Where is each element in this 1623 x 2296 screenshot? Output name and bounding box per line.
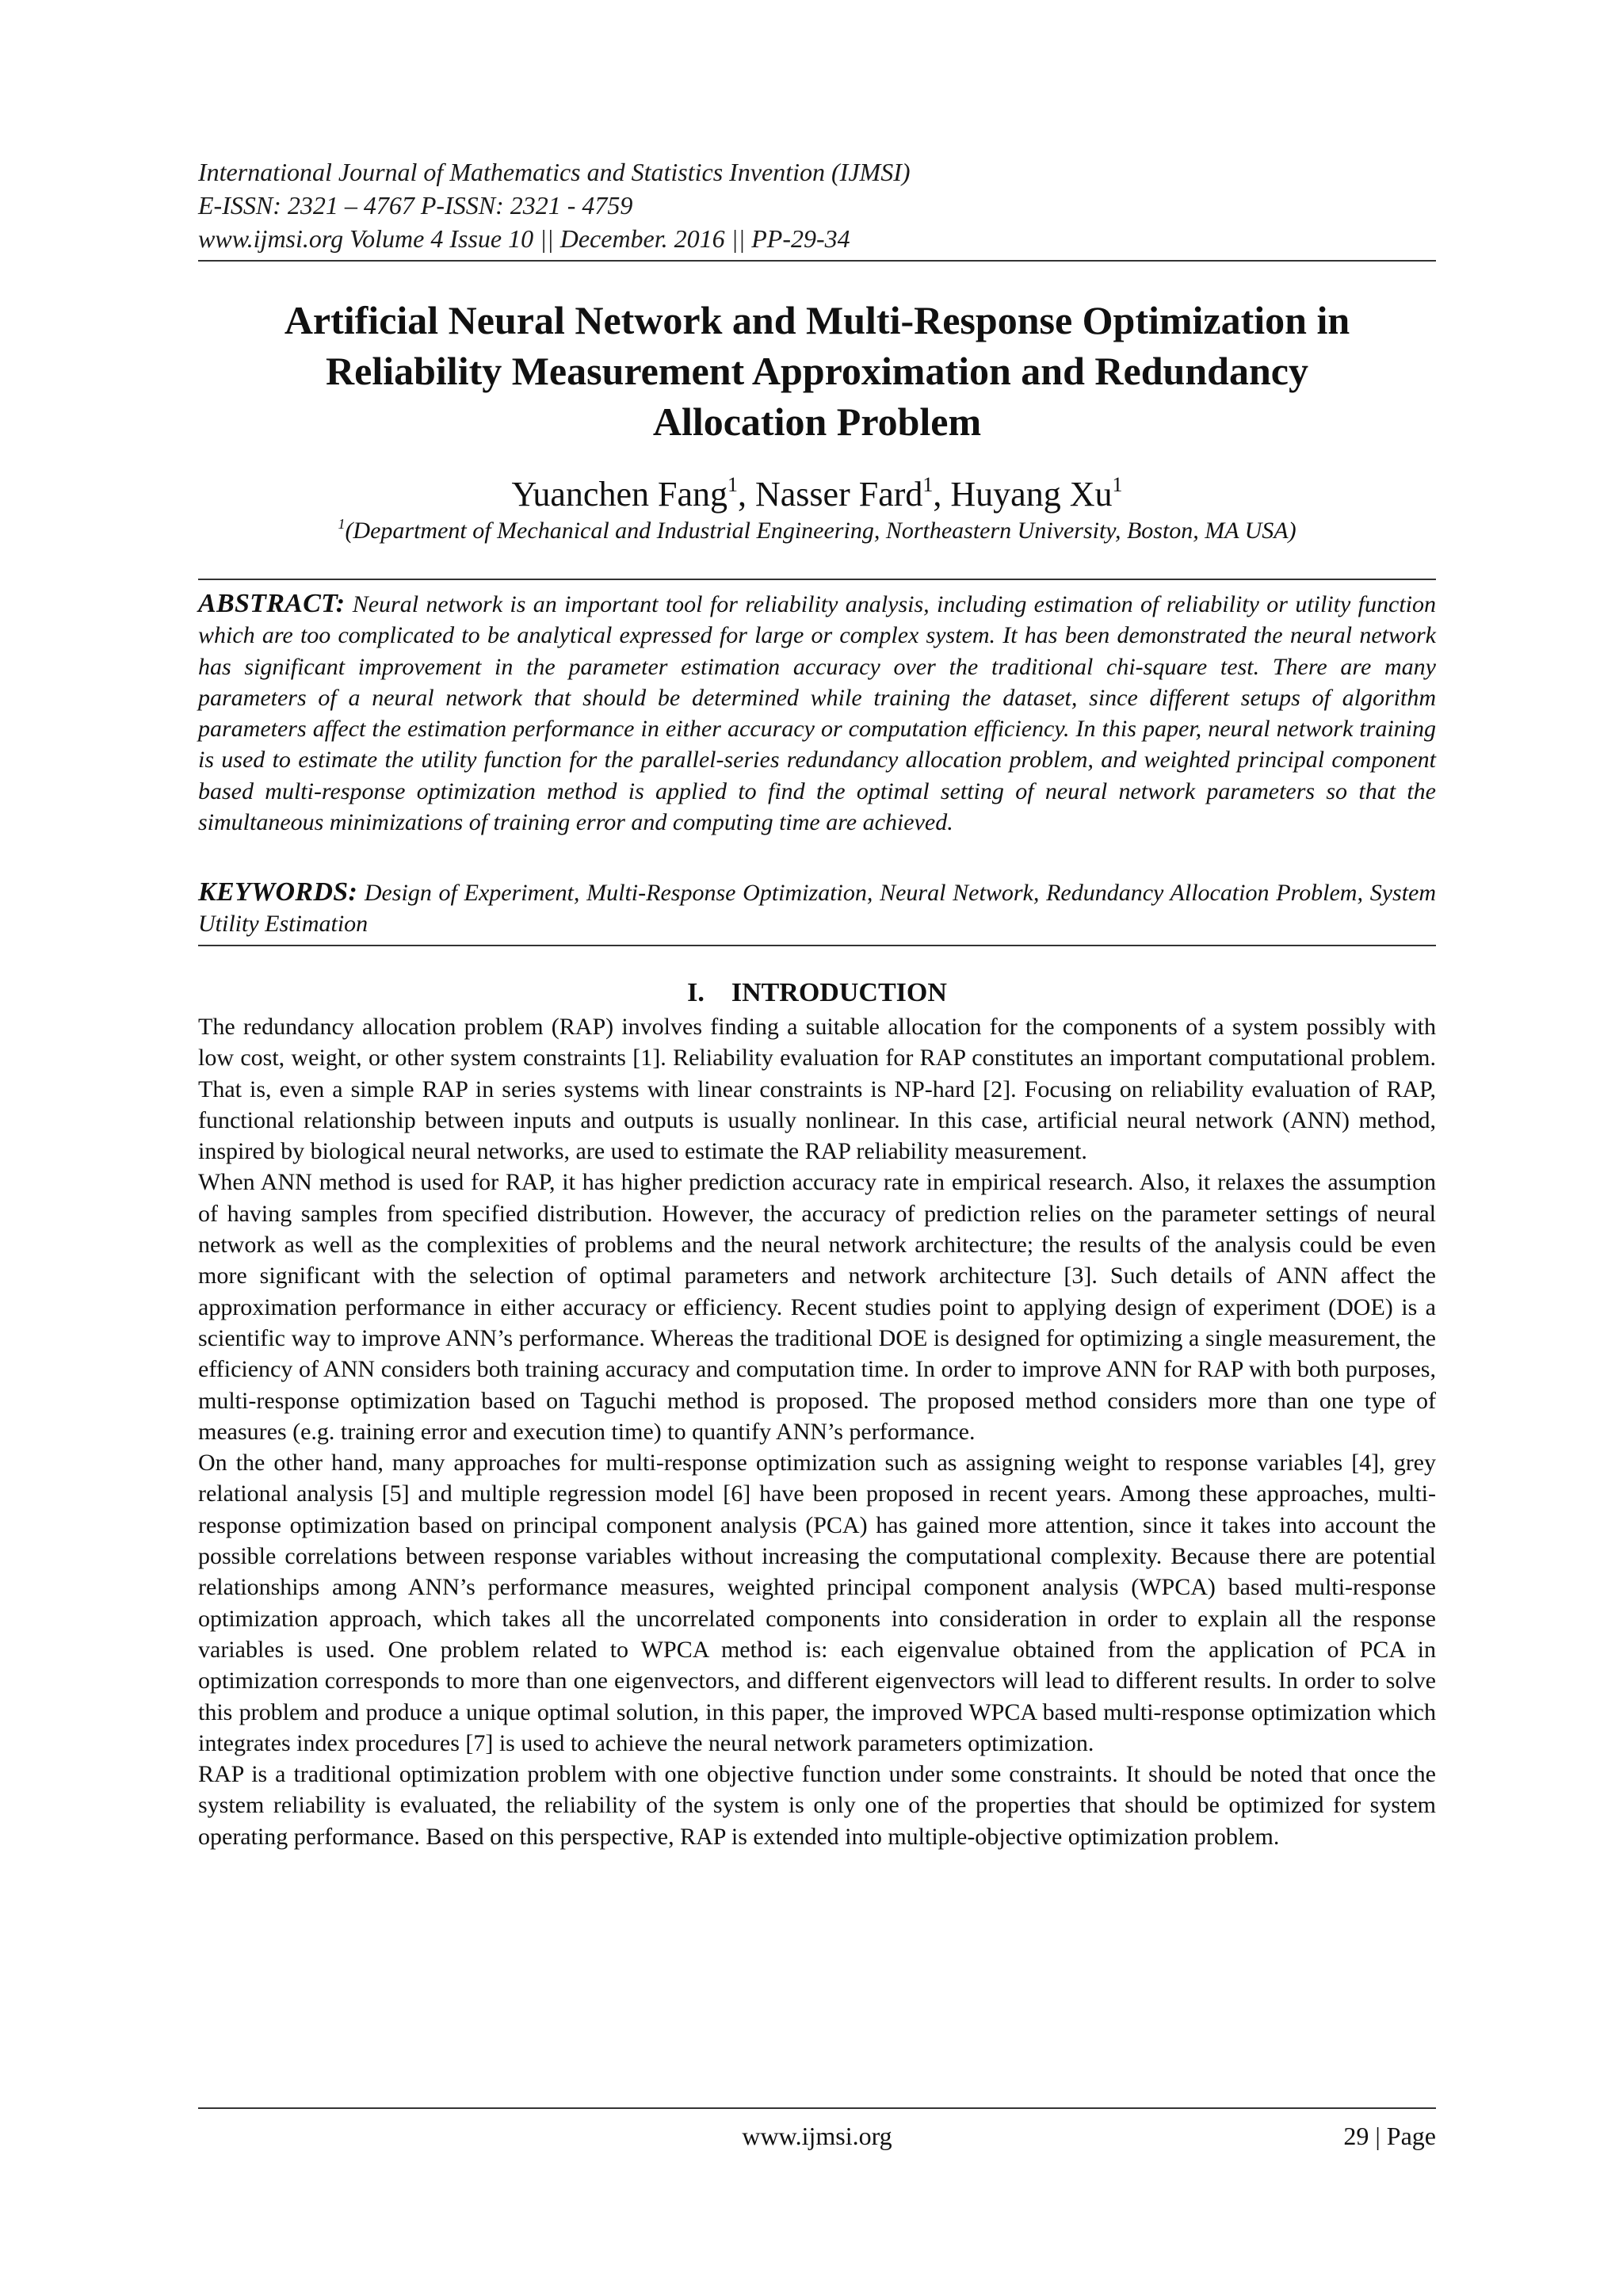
affiliation-mark: 1 [338, 516, 346, 532]
page-footer [198, 2119, 1436, 2153]
volume-line: www.ijmsi.org Volume 4 Issue 10 || December. 2016 || PP-29-34 [198, 224, 850, 253]
author-name: Nasser Fard [755, 475, 923, 514]
paragraph: On the other hand, many approaches for multi-response optimization such as assigning weight to response variables [4], grey relational analysis [5] and multiple regression model [6] have been proposed in recent years. Among these approaches, multi-response optimization based on principal component analysis (PCA) has gained more attention, since it takes into account the possible correlations between response variables without increasing the computational complexity. Because there are potential relationships among ANN’s performance measures, weighted principal component analysis (WPCA) based multi-response optimization approach, which takes all the uncorrelated components into consideration in order to explain all the response variables is used. One problem related to WPCA method is: each eigenvalue obtained from the application of PCA in optimization corresponds to more than one eigenvectors, and different eigenvectors will lead to different results. In order to solve this problem and produce a unique optimal solution, in this paper, the improved WPCA based multi-response optimization which integrates index procedures [7] is used to achieve the neural network parameters optimization. [198, 1450, 1436, 1756]
affiliation-mark: 1 [922, 473, 934, 496]
paragraph: The redundancy allocation problem (RAP) involves finding a suitable allocation for the components of a system possibly with low cost, weight, or other system constraints [1]. Reliability evaluation for RAP constitutes an important computational problem. That is, even a simple RAP in series systems with linear constraints is NP-hard [2]. Focusing on reliability evaluation of RAP, functional relationship between inputs and outputs is usually nonlinear. In this case, artificial neural network (ANN) method, inspired by biological neural networks, are used to estimate the RAP reliability measurement. [198, 1014, 1436, 1165]
title-line-2: Reliability Measurement Approximation and Redundancy [326, 349, 1308, 393]
abstract [198, 588, 1436, 838]
abstract-bottom-divider [198, 945, 1436, 946]
section-number: I. [687, 978, 705, 1007]
paragraph: When ANN method is used for RAP, it has higher prediction accuracy rate in empirical research. Also, it relaxes the assumption of having samples from specified distribution. However, the accuracy of prediction relies on the parameter settings of neural network as well as the complexities of problems and the neural network architecture; the results of the analysis could be even more significant with the selection of optimal parameters and network architecture [3]. Such details of ANN affect the approximation performance in either accuracy or efficiency. Recent studies point to applying design of experiment (DOE) is a scientific way to improve ANN’s performance. Whereas the traditional DOE is designed for optimizing a single measurement, the efficiency of ANN considers both training accuracy and computation time. In order to improve ANN for RAP with both purposes, multi-response optimization based on Taguchi method is proposed. The proposed method considers more than one type of measures (e.g. training error and execution time) to quantify ANN’s performance. [198, 1169, 1436, 1445]
affiliation-mark: 1 [1112, 473, 1123, 496]
title-line-3: Allocation Problem [652, 399, 982, 444]
footer-url: www.ijmsi.org [742, 2122, 892, 2150]
paper-title [198, 295, 1436, 447]
author-separator: , [933, 475, 951, 514]
abstract-text: Neural network is an important tool for reliability analysis, including estimation of reliability or utility function which are too complicated to be analytical expressed for large or complex system. It has been demonstrated the neural network has significant improvement in the parameter estimation accuracy over the traditional chi-square test. There are many parameters of a neural network that should be determined while training the dataset, since different setups of algorithm parameters affect the estimation performance in either accuracy or computation efficiency. In this paper, neural network training is used to estimate the utility function for the parallel-series redundancy allocation problem, and weighted principal component based multi-response optimization method is applied to find the optimal setting of neural network parameters so that the simultaneous minimizations of training error and computing time are achieved. [198, 591, 1436, 836]
title-line-1: Artificial Neural Network and Multi-Response Optimization in [284, 298, 1350, 342]
keywords-label: KEYWORDS: [198, 877, 358, 907]
section-title: INTRODUCTION [731, 978, 947, 1007]
abstract-top-divider [198, 579, 1436, 580]
affiliation-mark: 1 [727, 473, 738, 496]
paragraph: RAP is a traditional optimization problem with one objective function under some constraints. It should be noted that once the system reliability is evaluated, the reliability of the system is only one of the properties that should be optimized for system operating performance. Based on this perspective, RAP is extended into multiple-objective optimization problem. [198, 1761, 1436, 1850]
affiliation-text: (Department of Mechanical and Industrial Engineering, Northeastern University, Boston, MA USA) [345, 518, 1296, 544]
journal-header [198, 155, 1434, 255]
header-divider [198, 260, 1436, 262]
page-number: 29 | Page [1343, 2122, 1436, 2150]
introduction-body [198, 1011, 1436, 1852]
section-heading [198, 976, 1436, 1010]
author-name: Huyang Xu [950, 475, 1113, 514]
keywords [198, 877, 1436, 940]
abstract-label: ABSTRACT: [198, 589, 346, 618]
journal-name: International Journal of Mathematics and Statistics Invention (IJMSI) [198, 158, 911, 186]
footer-divider [198, 2107, 1436, 2109]
keywords-text: Design of Experiment, Multi-Response Optimization, Neural Network, Redundancy Allocation Problem, System Utility Estimation [198, 880, 1437, 938]
author-list [198, 473, 1436, 516]
affiliation [198, 515, 1436, 547]
author-separator: , [738, 475, 755, 514]
issn-line: E-ISSN: 2321 – 4767 P-ISSN: 2321 - 4759 [198, 191, 633, 220]
author-name: Yuanchen Fang [511, 475, 727, 514]
